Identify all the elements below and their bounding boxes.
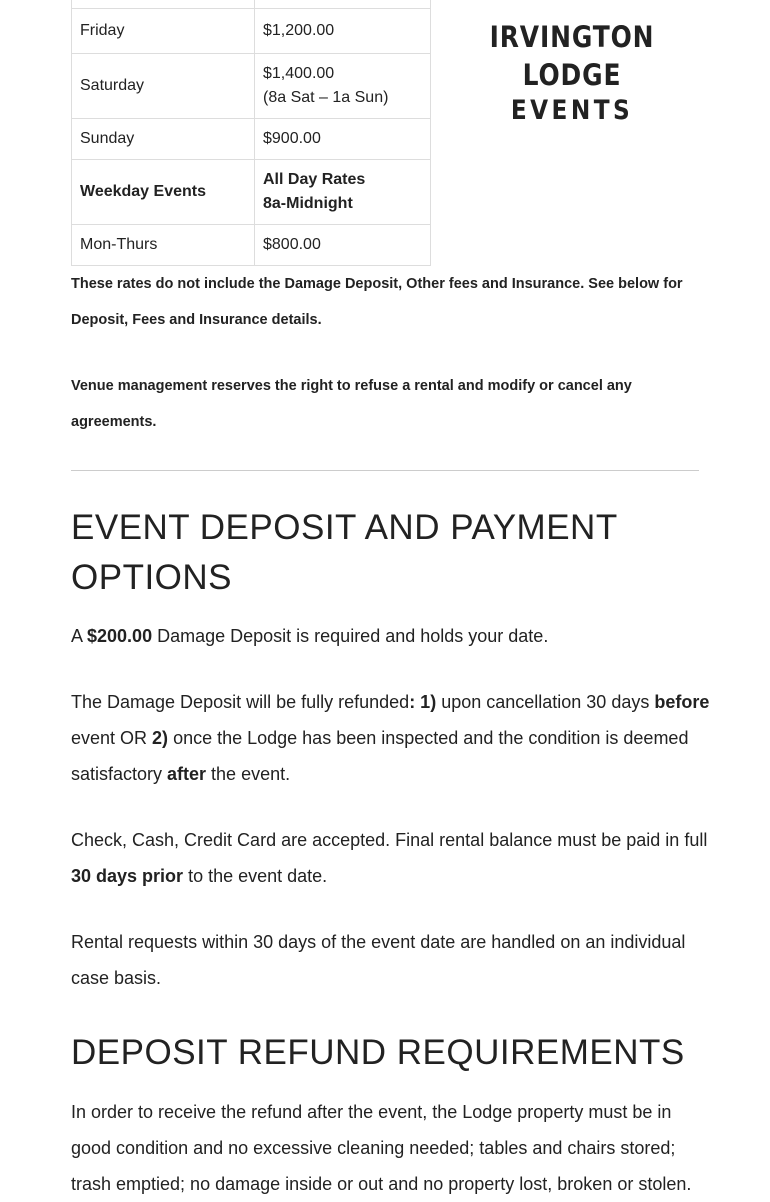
all-day-rates-header (255, 160, 431, 225)
emphasis: before (654, 692, 710, 712)
rate-price-note: (8a Sat – 1a Sun) (263, 89, 389, 106)
emphasis: after (167, 764, 207, 784)
all-day-rates-hours: 8a-Midnight (263, 195, 353, 212)
table-row (72, 160, 431, 225)
table-row (72, 225, 431, 266)
text: event OR (71, 728, 153, 748)
management-note: Venue management reserves the right to refuse a rental and modify or cancel any agreements. (71, 378, 632, 430)
refund-requirements-paragraph: In order to receive the refund after the event, the Lodge property must be in good condition and no excessive cleaning needed; tables and chairs stored; trash emptied; no damage inside or out and no property lost, broken or stolen. (71, 1102, 692, 1194)
table-cell (72, 0, 255, 9)
table-row (72, 119, 431, 160)
rate-price: $900.00 (255, 119, 431, 160)
rate-day: Sunday (72, 119, 255, 160)
text: Damage Deposit is required and holds your date. (152, 626, 549, 646)
text: the event. (206, 764, 291, 784)
irvington-lodge-logo (471, 18, 672, 128)
weekday-events-header: Weekday Events (72, 160, 255, 225)
all-day-rates-label: All Day Rates (263, 171, 366, 188)
rate-price-cell (255, 54, 431, 119)
deposit-section-heading: EVENT DEPOSIT AND PAYMENT OPTIONS (71, 508, 618, 597)
text: upon cancellation 30 days (436, 692, 655, 712)
emphasis: 2) (152, 728, 169, 748)
table-cell (255, 0, 431, 9)
section-divider (71, 470, 699, 471)
emphasis: 30 days prior (71, 866, 184, 886)
text: once the Lodge has been inspected and the condition is deemed satisfactory (71, 728, 689, 784)
table-row (72, 0, 431, 9)
table-row (72, 54, 431, 119)
deposit-paragraph (71, 618, 711, 654)
rates-table (71, 0, 431, 266)
logo-line-1: IRVINGTON LODGE (489, 20, 655, 92)
logo-line-2: EVENTS (510, 95, 634, 126)
refund-terms-paragraph (71, 684, 711, 792)
rates-exclusion-note: These rates do not include the Damage Deposit, Other fees and Insurance. See below for Deposit, Fees and Insurance details. (71, 276, 683, 328)
rate-price: $1,400.00 (263, 65, 335, 82)
payment-paragraph (71, 822, 711, 894)
table-row (72, 9, 431, 54)
text: Check, Cash, Credit Card are accepted. Final rental balance must be paid in full (71, 830, 708, 850)
text: The Damage Deposit will be fully refunded (71, 692, 410, 712)
text: A (71, 626, 88, 646)
deposit-amount: $200.00 (87, 626, 153, 646)
rate-price: $1,200.00 (255, 9, 431, 54)
emphasis: : 1) (409, 692, 437, 712)
late-requests-paragraph: Rental requests within 30 days of the event date are handled on an individual case basis. (71, 932, 686, 988)
refund-section-heading: DEPOSIT REFUND REQUIREMENTS (71, 1033, 685, 1072)
rate-day: Mon-Thurs (72, 225, 255, 266)
rate-price: $800.00 (255, 225, 431, 266)
rate-day: Friday (72, 9, 255, 54)
text: to the event date. (183, 866, 328, 886)
rate-day: Saturday (72, 54, 255, 119)
